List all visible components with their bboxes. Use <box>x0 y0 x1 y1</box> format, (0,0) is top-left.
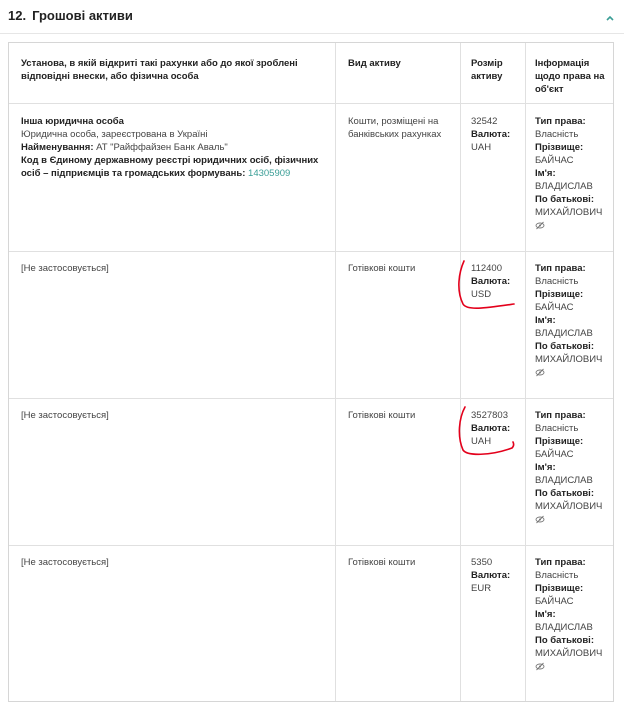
header-amount: Розмір активу <box>471 58 503 82</box>
asset-type-cell: Готівкові кошти <box>348 557 416 568</box>
right-type-label: Тип права: <box>535 410 586 421</box>
amount-cell <box>471 556 521 595</box>
surname-label: Прізвище: <box>535 142 584 153</box>
row-divider <box>9 251 613 252</box>
section-number: 12. <box>8 8 27 23</box>
column-divider <box>525 43 526 701</box>
right-type-value: Власність <box>535 570 579 581</box>
first-name-label: Ім'я: <box>535 462 556 473</box>
eye-off-icon[interactable] <box>535 221 545 230</box>
institution-cell: [Не застосовується] <box>21 557 109 568</box>
amount-value: 112400 <box>471 263 502 274</box>
name-value: АТ "Райффайзен Банк Аваль" <box>96 142 228 153</box>
currency-label: Валюта: <box>471 423 511 434</box>
institution-cell <box>21 115 325 180</box>
patronymic-value: МИХАЙЛОВИЧ <box>535 501 603 512</box>
rights-cell <box>535 115 611 232</box>
section-header[interactable] <box>0 0 624 34</box>
header-rights: Інформація щодо права на об'єкт <box>535 58 605 95</box>
currency-value: UAH <box>471 142 492 153</box>
amount-value: 5350 <box>471 557 493 568</box>
first-name-label: Ім'я: <box>535 168 556 179</box>
rights-cell <box>535 262 611 379</box>
asset-type-cell: Готівкові кошти <box>348 410 416 421</box>
surname-value: БАЙЧАС <box>535 596 574 607</box>
rights-cell <box>535 556 611 673</box>
patronymic-value: МИХАЙЛОВИЧ <box>535 354 603 365</box>
eye-off-icon[interactable] <box>535 662 545 671</box>
surname-label: Прізвище: <box>535 289 584 300</box>
right-type-value: Власність <box>535 129 579 140</box>
currency-value: UAH <box>471 436 492 447</box>
currency-value: EUR <box>471 583 492 594</box>
entity-description: Юридична особа, зареєстрована в Україні <box>21 129 208 140</box>
name-label: Найменування: <box>21 142 94 153</box>
eye-off-icon[interactable] <box>535 515 545 524</box>
column-divider <box>335 43 336 701</box>
first-name-label: Ім'я: <box>535 315 556 326</box>
entity-type: Інша юридична особа <box>21 116 124 127</box>
right-type-label: Тип права: <box>535 116 586 127</box>
section-title-text: Грошові активи <box>32 8 133 23</box>
surname-value: БАЙЧАС <box>535 449 574 460</box>
right-type-label: Тип права: <box>535 557 586 568</box>
asset-type-cell: Кошти, розміщені на банківських рахунках <box>348 116 442 140</box>
asset-type-cell: Готівкові кошти <box>348 263 416 274</box>
code-label: Код в Єдиному державному реєстрі юридичних осіб, фізичних осіб – підприємців та громадських формувань: <box>21 155 319 179</box>
code-value: 14305909 <box>248 168 291 179</box>
section-title <box>8 8 133 23</box>
currency-value: USD <box>471 289 492 300</box>
currency-label: Валюта: <box>471 129 511 140</box>
amount-cell <box>471 262 521 301</box>
patronymic-value: МИХАЙЛОВИЧ <box>535 648 603 659</box>
right-type-value: Власність <box>535 276 579 287</box>
first-name-value: ВЛАДИСЛАВ <box>535 622 593 633</box>
right-type-label: Тип права: <box>535 263 586 274</box>
surname-label: Прізвище: <box>535 583 584 594</box>
rights-cell <box>535 409 611 526</box>
first-name-label: Ім'я: <box>535 609 556 620</box>
currency-label: Валюта: <box>471 276 511 287</box>
amount-cell <box>471 115 521 154</box>
patronymic-label: По батькові: <box>535 488 594 499</box>
patronymic-label: По батькові: <box>535 194 594 205</box>
surname-value: БАЙЧАС <box>535 155 574 166</box>
first-name-value: ВЛАДИСЛАВ <box>535 328 593 339</box>
surname-label: Прізвище: <box>535 436 584 447</box>
row-divider <box>9 103 613 104</box>
header-institution: Установа, в якій відкриті такі рахунки або до якої зроблені відповідні внески, або фізична особа <box>21 58 298 82</box>
institution-cell: [Не застосовується] <box>21 263 109 274</box>
first-name-value: ВЛАДИСЛАВ <box>535 475 593 486</box>
patronymic-value: МИХАЙЛОВИЧ <box>535 207 603 218</box>
currency-label: Валюта: <box>471 570 511 581</box>
eye-off-icon[interactable] <box>535 368 545 377</box>
row-divider <box>9 398 613 399</box>
patronymic-label: По батькові: <box>535 341 594 352</box>
chevron-up-icon[interactable] <box>605 14 615 22</box>
column-divider <box>460 43 461 701</box>
amount-value: 3527803 <box>471 410 508 421</box>
institution-cell: [Не застосовується] <box>21 410 109 421</box>
amount-cell <box>471 409 521 448</box>
surname-value: БАЙЧАС <box>535 302 574 313</box>
right-type-value: Власність <box>535 423 579 434</box>
amount-value: 32542 <box>471 116 498 127</box>
row-divider <box>9 545 613 546</box>
assets-table <box>8 42 614 702</box>
first-name-value: ВЛАДИСЛАВ <box>535 181 593 192</box>
header-asset-type: Вид активу <box>348 58 401 69</box>
patronymic-label: По батькові: <box>535 635 594 646</box>
